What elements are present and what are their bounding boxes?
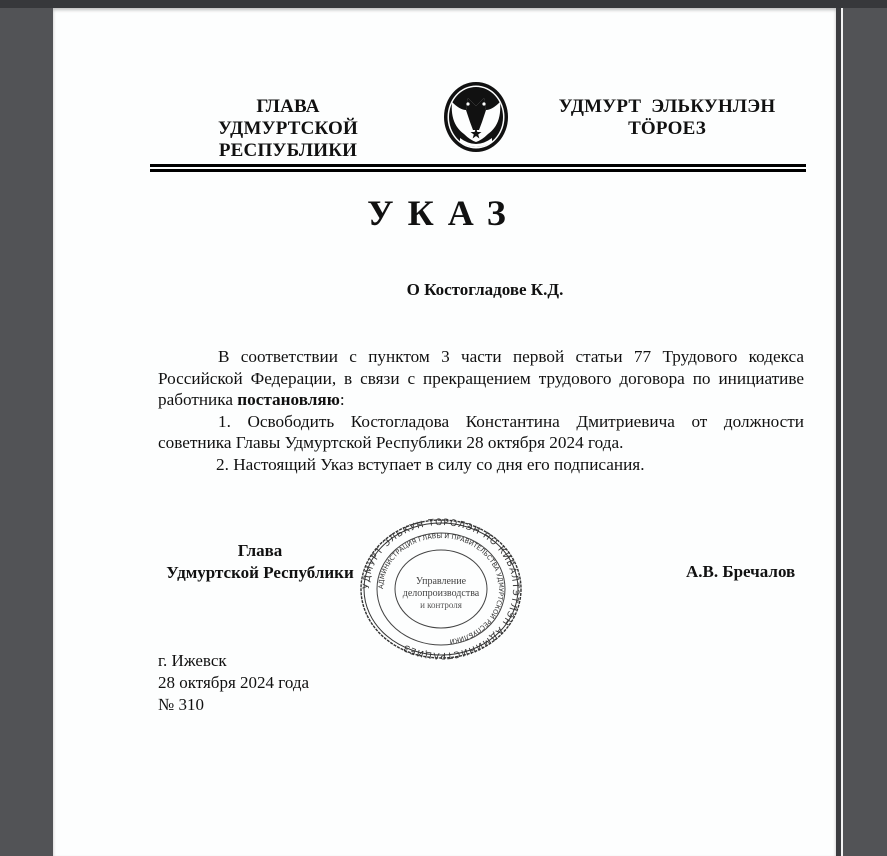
letterhead-left-line1: ГЛАВА bbox=[256, 96, 320, 117]
udmurt-coat-of-arms-icon bbox=[442, 80, 510, 154]
decree-item-2: 2. Настоящий Указ вступает в силу со дня его подписания. bbox=[216, 454, 645, 474]
viewer-top-bar bbox=[0, 0, 887, 8]
header-rule-top bbox=[150, 164, 806, 167]
document-number: № 310 bbox=[158, 695, 204, 714]
header-rule-bottom bbox=[150, 169, 806, 172]
preamble-end: : bbox=[339, 390, 345, 409]
stamp-center-line1: Управление bbox=[415, 576, 467, 587]
stamp-outer-text: УДМУРТ ЭЛЬКУН ТӦРОЛЭН НО КИВАЛТЭТЛЭН АДМИНИСТРАЦИЕЗ bbox=[361, 518, 521, 660]
decree-item-1: 1. Освободить Костогладова Константина Дмитриевича от должности советника Главы Удмуртской Республики 28 октября 2024 года. bbox=[158, 411, 804, 452]
viewer-divider bbox=[841, 8, 843, 856]
signatory-position-line2: Удмуртской Республики bbox=[166, 563, 354, 582]
stamp-center-line2: делопроизводства bbox=[402, 588, 480, 599]
stamp-inner-text: АДМИНИСТРАЦИЯ ГЛАВЫ И ПРАВИТЕЛЬСТВА УДМУРТСКОЙ РЕСПУБЛИКИ bbox=[376, 531, 506, 646]
document-date: 28 октября 2024 года bbox=[158, 673, 310, 692]
document-footer bbox=[158, 650, 309, 716]
letterhead-right-line1: УДМУРТ ЭЛЬКУНЛЭН bbox=[558, 96, 776, 117]
preamble-bold: постановляю bbox=[237, 390, 340, 409]
signatory-position bbox=[150, 540, 370, 584]
document-subject: О Костогладове К.Д. bbox=[406, 280, 564, 299]
official-stamp-icon bbox=[359, 518, 523, 660]
letterhead-left bbox=[150, 96, 426, 162]
letterhead-left-line2: УДМУРТСКОЙ РЕСПУБЛИКИ bbox=[217, 118, 359, 161]
document-body bbox=[158, 346, 804, 475]
signatory-position-line1: Глава bbox=[237, 541, 283, 560]
document-title: УКАЗ bbox=[367, 193, 520, 233]
signatory-name: А.В. Бречалов bbox=[686, 562, 796, 581]
document-city: г. Ижевск bbox=[158, 651, 227, 670]
preamble-text: В соответствии с пунктом 3 части первой статьи 77 Трудового кодекса Российской Федерации, в связи с прекращением трудового договора по инициативе работника bbox=[158, 347, 804, 409]
preamble-paragraph bbox=[158, 346, 804, 411]
letterhead-right-line2: ТӦРОЕЗ bbox=[628, 118, 706, 139]
letterhead-right bbox=[540, 96, 794, 140]
stamp-center-line3: и контроля bbox=[420, 600, 462, 610]
